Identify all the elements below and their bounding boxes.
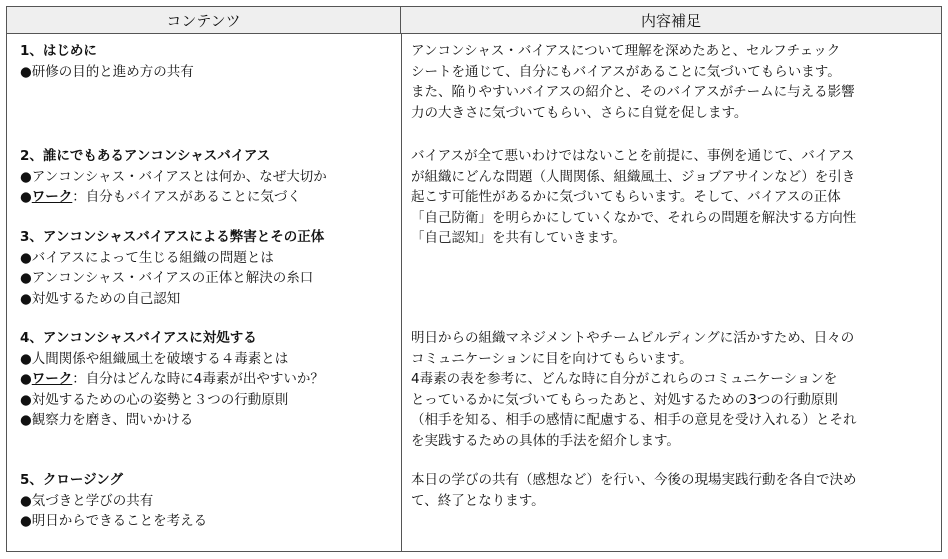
note-line: 4毒素の表を参考に、どんな時に自分がこれらのコミュニケーションを — [411, 371, 838, 387]
curriculum-table — [6, 6, 942, 552]
section-4-notes — [411, 328, 939, 451]
note-line: て、終了となります。 — [411, 492, 545, 509]
note-line: 本日の学びの共有（感想など）を行い、今後の現場実践行動を各自で決め — [411, 472, 857, 488]
section-3-contents — [20, 227, 398, 309]
section-5-contents — [20, 470, 398, 532]
note-line: シートを通じて、自分にもバイアスがあることに気づいてもらいます。 — [411, 63, 841, 80]
section-1-item-1: ● 研修の目的と進め方の共有 — [20, 62, 398, 83]
column-divider — [401, 34, 402, 551]
note-line: 力の大きさに気づいてもらい、さらに自覚を促します。 — [411, 104, 748, 121]
work-text: ：自分はどんな時に4毒素が出やすいか？ — [72, 371, 324, 387]
work-label: ワーク — [31, 371, 73, 387]
note-line: アンコンシャス・バイアスについて理解を深めたあと、セルフチェック — [411, 43, 841, 59]
section-2-item-1: ● アンコンシャス・バイアスとは何か、なぜ大切か — [20, 167, 398, 188]
section-3-item-3: ● 対処するための自己認知 — [20, 289, 398, 310]
section-5-notes — [411, 470, 939, 511]
note-line: （相手を知る、相手の感情に配慮する、相手の意見を受け入れる）とそれ — [411, 412, 857, 428]
section-3-title: 3、アンコンシャスバイアスによる弊害とその正体 — [20, 229, 325, 245]
column-header-notes: 内容補足 — [401, 7, 941, 34]
section-3-item-1: ● バイアスによって生じる組織の問題とは — [20, 248, 398, 269]
section-2-title: 2、誰にでもあるアンコンシャスバイアス — [20, 148, 271, 164]
note-line: コミュニケーションに目を向けてもらいます。 — [411, 350, 693, 367]
section-2-contents — [20, 146, 398, 208]
note-line: 「自己認知」を共有していきます。 — [411, 230, 626, 246]
section-4-contents — [20, 328, 398, 431]
note-line: が組織にどんな問題（人間関係、組織風土、ジョブアサインなど）を引き — [411, 168, 856, 185]
note-line: 「自己防衛」を明らかにしていくなかで、それらの問題を解決する方向性 — [411, 209, 857, 226]
section-1-contents — [20, 41, 398, 82]
section-4-item-3: ● 対処するための心の姿勢と３つの行動原則 — [20, 390, 398, 411]
column-header-contents: コンテンツ — [7, 7, 401, 34]
section-1-notes — [411, 41, 939, 123]
section-4-item-1: ● 人間関係や組織風土を破壊する４毒素とは — [20, 349, 398, 370]
note-line: 起こす可能性があるかに気づいてもらいます。そして、バイアスの正体 — [411, 189, 841, 205]
section-5-title: 5、クロージング — [20, 472, 124, 488]
note-line: とっているかに気づいてもらったあと、対処するための3つの行動原則 — [411, 391, 838, 408]
section-5-item-2: ● 明日からできることを考える — [20, 511, 398, 532]
note-line: バイアスが全て悪いわけではないことを前提に、事例を通じて、バイアス — [411, 148, 855, 164]
note-line: また、陥りやすいバイアスの紹介と、そのバイアスがチームに与える影響 — [411, 84, 855, 100]
section-4-item-2 — [20, 369, 398, 390]
section-2-notes — [411, 146, 939, 249]
work-label: ワーク — [31, 189, 73, 205]
note-line: 明日からの組織マネジメントやチームビルディングに活かすため、日々の — [411, 330, 855, 346]
section-2-item-2 — [20, 187, 398, 208]
section-3-item-2: ● アンコンシャス・バイアスの正体と解決の糸口 — [20, 268, 398, 289]
section-4-item-4: ● 観察力を磨き、問いかける — [20, 410, 398, 431]
section-1-title: 1、はじめに — [20, 43, 97, 59]
section-5-item-1: ● 気づきと学びの共有 — [20, 491, 398, 512]
section-4-title: 4、アンコンシャスバイアスに対処する — [20, 330, 257, 346]
note-line: を実践するための具体的手法を紹介します。 — [411, 432, 680, 449]
work-text: ：自分もバイアスがあることに気づく — [72, 189, 301, 205]
